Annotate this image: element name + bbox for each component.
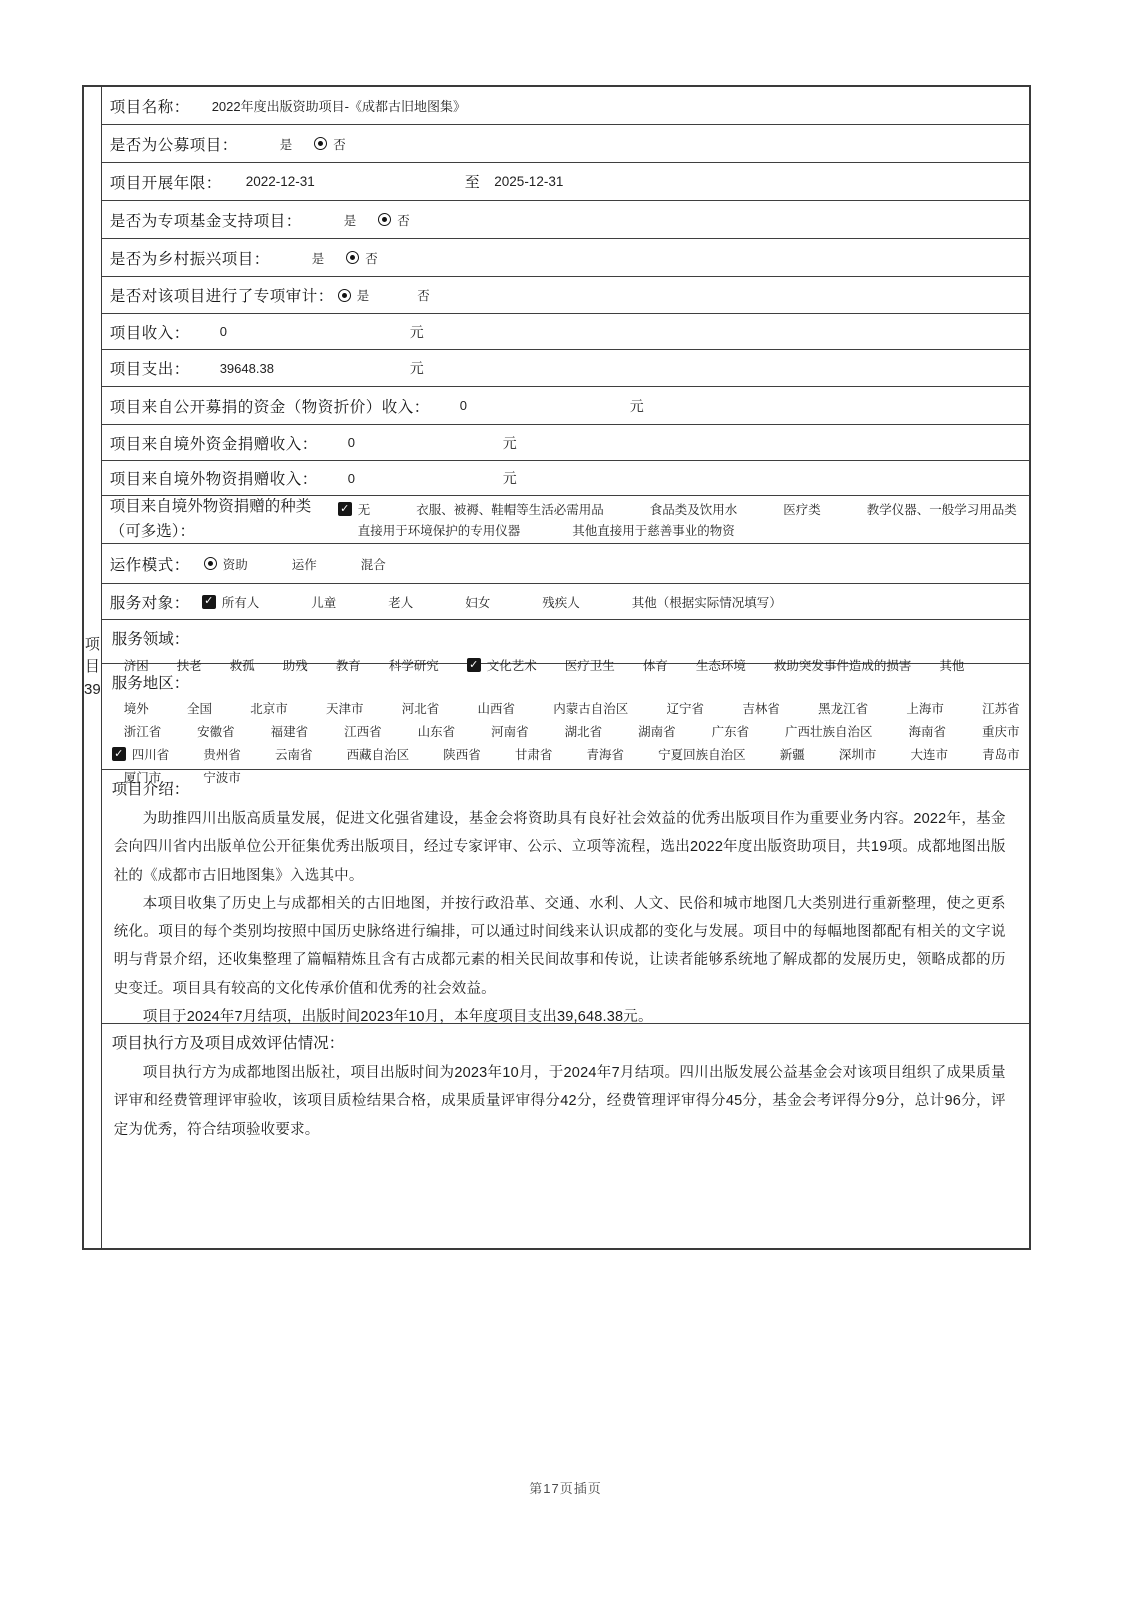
project-period-end: 2025-12-31 <box>494 174 564 189</box>
service-field-option-label: 体育 <box>642 659 668 673</box>
service-area-option[interactable] <box>906 699 944 717</box>
project-expense-unit: 元 <box>409 360 424 376</box>
service-area-option[interactable] <box>565 722 603 740</box>
rural-revitalization-option[interactable] <box>312 249 325 267</box>
service-area-option[interactable] <box>347 745 410 763</box>
service-area-option-label: 四川省 <box>131 748 170 762</box>
service-area-option[interactable] <box>982 699 1020 717</box>
service-area-option-label: 西藏自治区 <box>346 748 410 762</box>
service-field-option-label: 其他 <box>939 659 965 673</box>
service-field-option-label: 助残 <box>282 659 308 673</box>
service-target-option[interactable] <box>632 593 782 611</box>
project-income-value: 0 <box>219 324 227 339</box>
public-donation-income-unit: 元 <box>629 397 644 414</box>
service-area-option[interactable] <box>742 699 780 717</box>
overseas-goods-kinds-options <box>338 500 1017 539</box>
service-target-option[interactable] <box>202 593 260 611</box>
project-index-char: 目 <box>84 658 100 676</box>
service-area-option-label: 安徽省 <box>197 725 235 739</box>
service-area-option-label: 黑龙江省 <box>818 702 869 716</box>
goods-kind-option[interactable] <box>338 500 371 518</box>
service-area-option[interactable] <box>780 745 805 763</box>
service-area-option-label: 河北省 <box>401 702 440 716</box>
service-area-option[interactable] <box>112 745 170 763</box>
rural-revitalization-option-label: 否 <box>365 251 378 266</box>
goods-kind-option-label: 无 <box>357 503 371 517</box>
special-fund-option[interactable] <box>378 211 410 229</box>
service-area-option[interactable] <box>491 722 529 740</box>
service-area-line2 <box>124 722 1020 740</box>
service-area-option[interactable] <box>909 722 947 740</box>
service-area-option-label: 湖北省 <box>564 725 603 739</box>
service-field-option-label: 科学研究 <box>388 659 439 673</box>
project-period-start: 2022-12-31 <box>245 174 315 189</box>
goods-kind-option[interactable] <box>416 500 604 518</box>
evaluation-paragraph: 项目执行方为成都地图出版社，项目出版时间为2023年10月，于2024年7月结项。四川出版发展公益基金会对该项目组织了成果质量评审和经费管理评审验收，该项目质检结果合格，成果质量评审得分42分，经费管理评审得分45分，基金会考评得分9分，总计96分，评定为优秀，符合结项验收要求。 <box>113 1065 1006 1138</box>
special-audit-options <box>338 286 430 304</box>
radio-selected-icon[interactable] <box>346 251 359 264</box>
special-fund-options <box>344 211 410 229</box>
project-expense-label: 项目支出： <box>109 361 190 378</box>
service-area-option-label: 甘肃省 <box>514 748 553 762</box>
service-area-option[interactable] <box>124 699 149 717</box>
overseas-goods-kinds-label-line2: （可多选）： <box>109 522 195 540</box>
rural-revitalization-option[interactable] <box>346 249 378 267</box>
row-rural-revitalization <box>102 239 1030 277</box>
service-area-option[interactable] <box>638 722 676 740</box>
goods-kind-option[interactable] <box>358 521 521 539</box>
special-fund-option-label: 是 <box>343 213 357 228</box>
checkbox-checked-icon[interactable] <box>202 595 216 609</box>
service-area-option[interactable] <box>586 745 624 763</box>
service-area-option[interactable] <box>124 722 162 740</box>
row-service-target <box>102 584 1030 620</box>
special-fund-option[interactable] <box>344 211 357 229</box>
radio-selected-icon[interactable] <box>338 289 351 302</box>
goods-kind-option[interactable] <box>572 521 735 539</box>
service-area-option-label: 江苏省 <box>982 702 1020 716</box>
row-special-fund <box>102 201 1030 239</box>
goods-kind-option[interactable] <box>867 500 1017 518</box>
service-area-option[interactable] <box>515 745 553 763</box>
project-index-column <box>84 87 102 1248</box>
overseas-goods-income-unit: 元 <box>502 470 517 486</box>
service-target-option-label: 其他（根据实际情况填写） <box>631 595 782 610</box>
service-area-option-label: 浙江省 <box>123 725 162 739</box>
service-area-option-label: 山西省 <box>477 702 516 716</box>
goods-kind-option[interactable] <box>650 500 738 518</box>
row-service-area <box>102 664 1030 785</box>
public-fundraising-option[interactable] <box>280 135 293 153</box>
special-audit-option-label: 否 <box>417 289 430 303</box>
project-index-number: 39 <box>84 680 101 698</box>
service-area-option[interactable] <box>418 722 456 740</box>
service-target-options <box>202 593 782 611</box>
goods-kind-option-label: 衣服、被褥、鞋帽等生活必需用品 <box>416 503 604 517</box>
evaluation-label: 项目执行方及项目成效评估情况： <box>111 1035 345 1052</box>
overseas-fund-income-unit: 元 <box>502 434 517 451</box>
service-area-option-label: 宁波市 <box>203 771 241 785</box>
row-public-fundraising <box>102 125 1030 163</box>
project-period-to: 至 <box>464 174 481 191</box>
service-area-option[interactable] <box>275 745 313 763</box>
service-target-option[interactable] <box>542 593 580 611</box>
service-field-option-label: 医疗卫生 <box>564 659 615 673</box>
project-name-value: 2022年度出版资助项目-《成都古旧地图集》 <box>211 99 466 114</box>
operation-mode-option-label: 资助 <box>222 557 248 572</box>
public-donation-income-label: 项目来自公开募捐的资金（物资折价）收入： <box>109 398 430 416</box>
special-audit-option-label: 是 <box>356 289 370 303</box>
goods-kind-option-label: 其他直接用于慈善事业的物资 <box>572 524 735 538</box>
operation-mode-option[interactable] <box>292 555 317 573</box>
row-project-period <box>102 163 1030 201</box>
service-area-option[interactable] <box>326 699 364 717</box>
project-intro-label: 项目介绍： <box>111 781 190 798</box>
service-area-option-label: 海南省 <box>908 725 947 739</box>
service-area-option[interactable] <box>982 745 1020 763</box>
rural-revitalization-options <box>312 249 378 267</box>
service-area-option-label: 大连市 <box>910 748 948 762</box>
service-area-option-label: 山东省 <box>417 725 456 739</box>
service-area-option-label: 重庆市 <box>982 725 1020 739</box>
service-area-option-label: 新疆 <box>779 748 805 762</box>
service-field-option-label: 文化艺术 <box>486 659 537 673</box>
service-area-option-label: 厦门市 <box>123 771 162 785</box>
service-area-label: 服务地区： <box>111 675 190 692</box>
service-area-option-label: 青岛市 <box>982 748 1020 762</box>
service-area-option[interactable] <box>982 722 1020 740</box>
overseas-goods-income-value: 0 <box>347 470 355 486</box>
project-period-label: 项目开展年限： <box>109 174 222 192</box>
service-target-label: 服务对象： <box>109 594 190 612</box>
overseas-goods-income-label: 项目来自境外物资捐赠收入： <box>109 471 318 488</box>
service-area-option-label: 深圳市 <box>838 748 877 762</box>
service-area-option-label: 境外 <box>123 702 149 716</box>
operation-mode-option[interactable] <box>361 555 386 573</box>
row-project-income <box>102 314 1030 350</box>
service-target-option-label: 残疾人 <box>542 595 580 610</box>
service-area-option-label: 全国 <box>186 702 212 716</box>
row-special-audit <box>102 277 1030 314</box>
service-area-option-label: 贵州省 <box>203 748 241 762</box>
service-area-option[interactable] <box>785 722 873 740</box>
public-fundraising-label: 是否为公募项目： <box>109 136 238 154</box>
goods-kind-option-label: 教学仪器、一般学习用品类 <box>866 503 1017 517</box>
overseas-goods-kinds-line2 <box>338 521 1017 539</box>
form-body <box>102 87 1030 1248</box>
operation-mode-options <box>204 555 386 573</box>
row-public-donation-income <box>102 387 1030 425</box>
special-audit-label: 是否对该项目进行了专项审计： <box>109 288 334 305</box>
overseas-goods-kinds-label <box>110 495 322 543</box>
service-field-option-label: 扶老 <box>176 659 202 673</box>
row-service-field <box>102 620 1030 673</box>
goods-kind-option-label: 食品类及饮用水 <box>649 503 738 517</box>
service-target-option[interactable] <box>465 593 490 611</box>
special-audit-option[interactable] <box>338 286 370 304</box>
checkbox-checked-icon[interactable] <box>338 502 352 516</box>
overseas-goods-kinds-line1 <box>338 500 1017 518</box>
public-fundraising-option-label: 是 <box>279 137 293 152</box>
service-area-option-label: 湖南省 <box>638 725 676 739</box>
project-intro-paragraph: 为助推四川出版高质量发展，促进文化强省建设，基金会将资助具有良好社会效益的优秀出版项目作为重要业务内容。2022年，基金会向四川省内出版单位公开征集优秀出版项目，经过专家评审、公示、立项等流程，选出2022年度出版资助项目，共19项。成都地图出版社的《成都市古旧地图集》入选其中。 <box>113 811 1006 884</box>
service-area-option-label: 辽宁省 <box>666 702 705 716</box>
special-fund-label: 是否为专项基金支持项目： <box>109 212 302 230</box>
goods-kind-option[interactable] <box>783 500 821 518</box>
radio-selected-icon[interactable] <box>314 137 327 150</box>
row-project-intro <box>102 770 1030 1024</box>
service-area-option[interactable] <box>443 745 481 763</box>
service-area-option-label: 广东省 <box>711 725 750 739</box>
goods-kind-option-label: 直接用于环境保护的专用仪器 <box>357 524 521 538</box>
service-area-option[interactable] <box>712 722 750 740</box>
service-area-option[interactable] <box>250 699 288 717</box>
overseas-fund-income-label: 项目来自境外资金捐赠收入： <box>109 435 318 453</box>
project-intro-paragraph: 本项目收集了历史上与成都相关的古旧地图，并按行政沿革、交通、水利、人文、民俗和城市地图几大类别进行重新整理，使之更系统化。项目的每个类别均按照中国历史脉络进行编排，可以通过时间线来认识成都的变化与发展。项目中的每幅地图都配有相关的文字说明与背景介绍，还收集整理了篇幅精炼且含有古成都元素的相关民间故事和传说，让读者能够系统地了解成都的发展历史，领略成都的历史变迁。项目具有较高的文化传承价值和优秀的社会效益。 <box>113 895 1006 997</box>
project-income-label: 项目收入： <box>109 324 190 342</box>
special-audit-option[interactable] <box>417 286 430 304</box>
service-area-option-label: 北京市 <box>250 702 288 716</box>
overseas-goods-kinds-label-line1: 项目来自境外物资捐赠的种类 <box>109 498 312 516</box>
service-field-option-label: 救孤 <box>229 659 255 673</box>
public-fundraising-options <box>280 135 346 153</box>
service-area-option-label: 广西壮族自治区 <box>785 725 873 739</box>
operation-mode-option-label: 运作 <box>291 557 317 572</box>
operation-mode-option[interactable] <box>204 555 248 573</box>
service-target-option-label: 妇女 <box>465 595 491 610</box>
overseas-fund-income-value: 0 <box>347 435 355 450</box>
service-area-option-label: 陕西省 <box>443 748 481 762</box>
service-area-option-label: 宁夏回族自治区 <box>658 748 746 762</box>
public-fundraising-option-label: 否 <box>333 137 346 152</box>
service-area-option[interactable] <box>478 699 516 717</box>
public-fundraising-option[interactable] <box>314 135 346 153</box>
service-area-option[interactable] <box>553 699 628 717</box>
project-index-char: 项 <box>84 635 100 653</box>
service-area-option[interactable] <box>203 745 241 763</box>
rural-revitalization-option-label: 是 <box>311 251 325 266</box>
row-project-expense <box>102 350 1030 387</box>
service-target-option[interactable] <box>388 593 413 611</box>
service-area-option[interactable] <box>197 722 235 740</box>
service-area-option[interactable] <box>344 722 382 740</box>
project-name-label: 项目名称： <box>109 98 190 116</box>
service-area-option-label: 内蒙古自治区 <box>553 702 629 716</box>
service-field-label: 服务领域： <box>111 631 190 648</box>
service-area-option-label: 河南省 <box>491 725 529 739</box>
service-field-option-label: 教育 <box>335 659 361 673</box>
project-form-table <box>82 85 1031 1250</box>
project-intro-text <box>110 805 1020 1031</box>
operation-mode-label: 运作模式： <box>109 556 190 574</box>
service-field-option-label: 济困 <box>123 659 149 673</box>
project-income-unit: 元 <box>409 323 424 340</box>
service-area-option-label: 福建省 <box>270 725 309 739</box>
service-field-option-label: 生态环境 <box>695 659 746 673</box>
service-area-line1 <box>124 699 1020 717</box>
evaluation-text <box>110 1059 1020 1144</box>
row-project-name <box>102 87 1030 125</box>
public-donation-income-value: 0 <box>459 398 467 413</box>
operation-mode-option-label: 混合 <box>360 557 386 572</box>
service-area-option[interactable] <box>910 745 948 763</box>
service-area-option[interactable] <box>402 699 440 717</box>
service-area-option[interactable] <box>818 699 868 717</box>
service-area-option-label: 青海省 <box>586 748 624 762</box>
rural-revitalization-label: 是否为乡村振兴项目： <box>109 250 270 268</box>
service-area-option-label: 吉林省 <box>742 702 780 716</box>
radio-selected-icon[interactable] <box>204 557 217 570</box>
service-area-option[interactable] <box>658 745 746 763</box>
service-target-option-label: 老人 <box>388 595 414 610</box>
service-area-option-label: 天津市 <box>325 702 364 716</box>
service-area-option[interactable] <box>667 699 705 717</box>
row-overseas-goods-income <box>102 461 1030 496</box>
radio-selected-icon[interactable] <box>378 213 391 226</box>
service-area-option-label: 江西省 <box>344 725 382 739</box>
service-area-option[interactable] <box>839 745 877 763</box>
service-field-option-label: 救助突发事件造成的损害 <box>773 659 912 673</box>
special-fund-option-label: 否 <box>397 213 410 228</box>
service-area-option[interactable] <box>271 722 309 740</box>
row-overseas-goods-kinds <box>102 496 1030 544</box>
checkbox-checked-icon[interactable] <box>112 747 126 761</box>
service-area-option-label: 上海市 <box>906 702 944 716</box>
service-target-option-label: 儿童 <box>311 595 337 610</box>
service-area-option[interactable] <box>187 699 212 717</box>
row-overseas-fund-income <box>102 425 1030 461</box>
service-target-option[interactable] <box>311 593 336 611</box>
goods-kind-option-label: 医疗类 <box>783 503 821 517</box>
service-area-line3 <box>112 745 1020 763</box>
project-intro-paragraph: 项目于2024年7月结项，出版时间2023年10月，本年度项目支出39,648.38元。 <box>142 1008 653 1025</box>
page-footer: 第17页插页 <box>529 1481 602 1496</box>
service-area-option-label: 云南省 <box>274 748 313 762</box>
service-target-option-label: 所有人 <box>221 595 260 610</box>
row-evaluation <box>102 1024 1030 1252</box>
project-expense-value: 39648.38 <box>219 360 274 376</box>
row-operation-mode <box>102 544 1030 584</box>
